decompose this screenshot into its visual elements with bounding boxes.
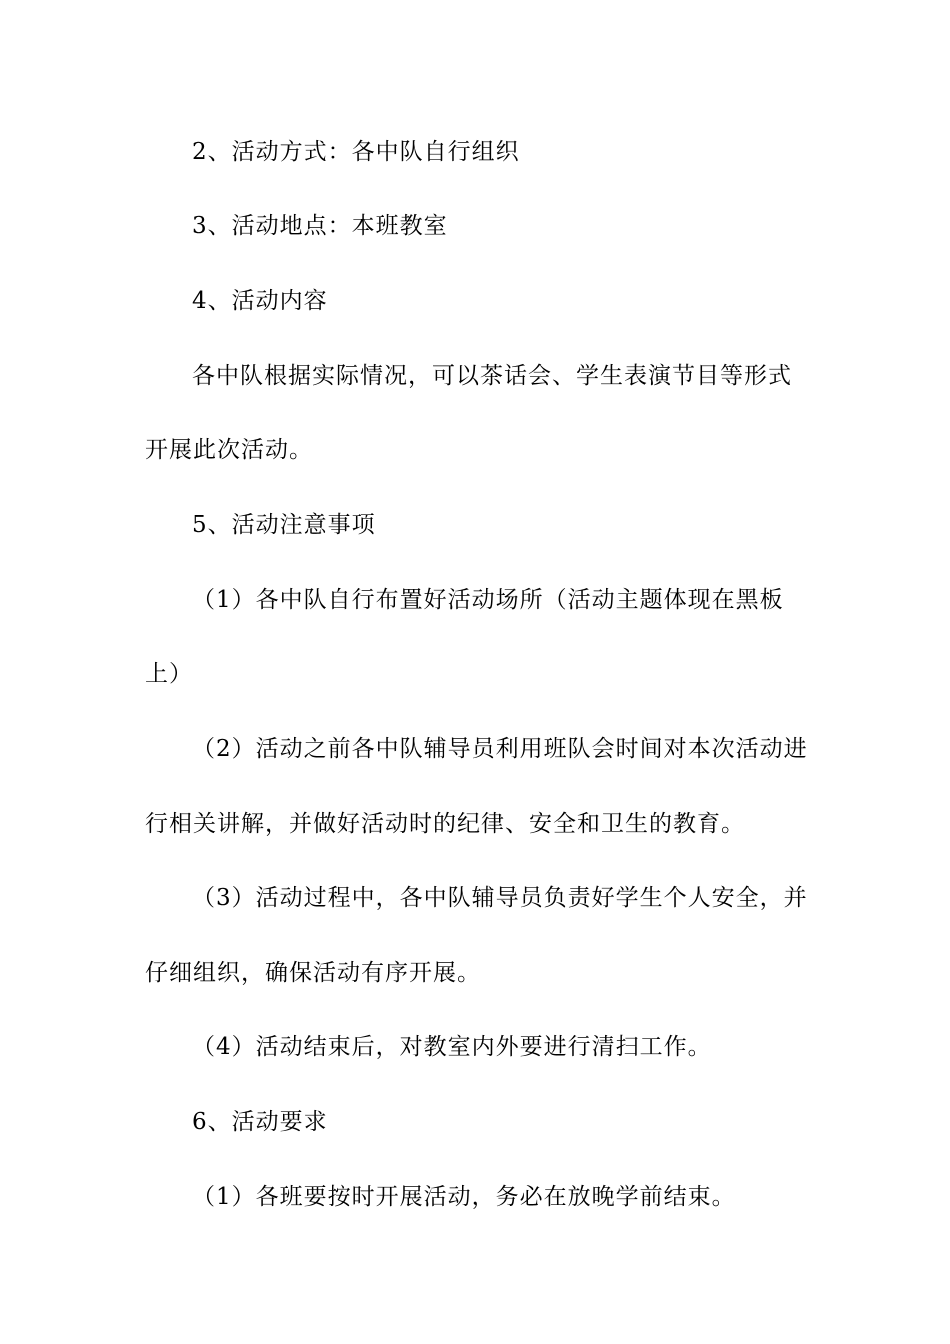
note-2-line-2: 行相关讲解，并做好活动时的纪律、安全和卫生的教育。	[145, 811, 745, 837]
note-2-line-1: （2）活动之前各中队辅导员利用班队会时间对本次活动进	[192, 736, 808, 762]
item-5-notes-heading: 5、活动注意事项	[192, 512, 376, 538]
content-paragraph-line-2: 开展此次活动。	[145, 437, 313, 463]
item-6-requirements-heading: 6、活动要求	[192, 1109, 328, 1135]
requirement-1: （1）各班要按时开展活动，务必在放晚学前结束。	[192, 1184, 736, 1210]
note-1-line-1: （1）各中队自行布置好活动场所（活动主题体现在黑板	[192, 587, 784, 613]
item-4-activity-content-heading: 4、活动内容	[192, 288, 328, 314]
content-paragraph-line-1: 各中队根据实际情况，可以茶话会、学生表演节目等形式	[192, 363, 792, 389]
item-2-activity-method: 2、活动方式：各中队自行组织	[192, 139, 520, 165]
note-1-line-2: 上）	[145, 661, 193, 687]
note-3-line-2: 仔细组织，确保活动有序开展。	[145, 960, 481, 986]
item-3-activity-location: 3、活动地点：本班教室	[192, 213, 448, 239]
note-3-line-1: （3）活动过程中，各中队辅导员负责好学生个人安全，并	[192, 885, 808, 911]
note-4: （4）活动结束后，对教室内外要进行清扫工作。	[192, 1034, 712, 1060]
